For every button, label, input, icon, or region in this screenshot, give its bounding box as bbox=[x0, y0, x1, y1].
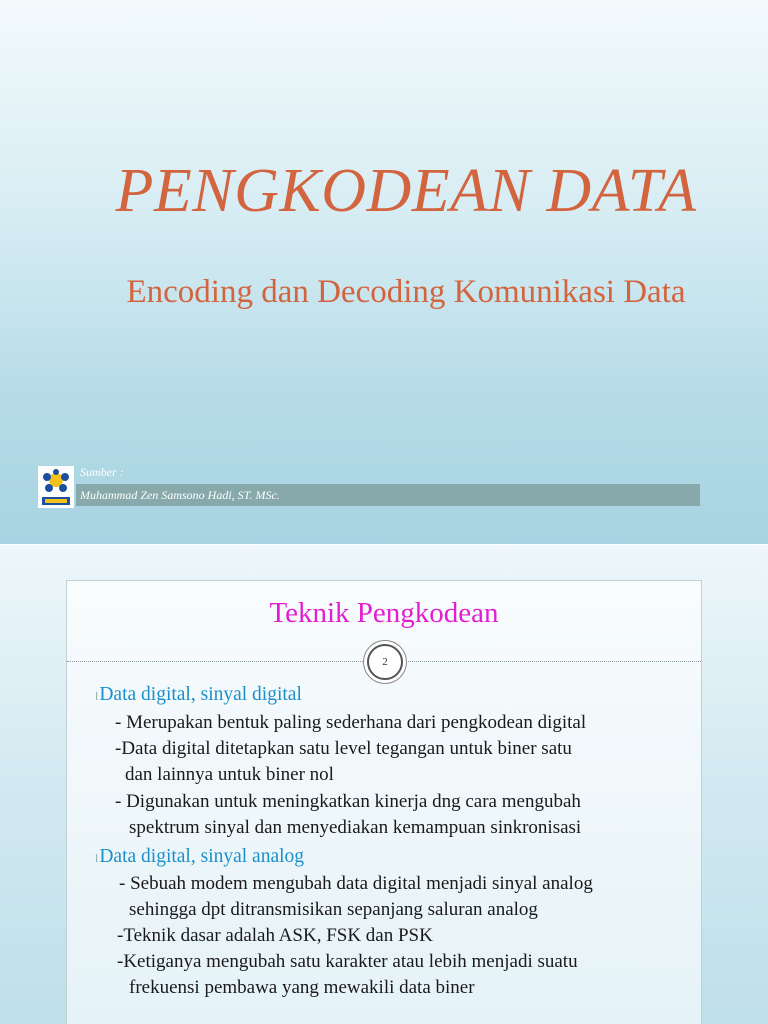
bullet-line: -Ketiganya mengubah satu karakter atau lebih menjadi suatu bbox=[117, 951, 578, 972]
bullet-line: dan lainnya untuk biner nol bbox=[125, 764, 334, 785]
bullet-line: frekuensi pembawa yang mewakili data biner bbox=[129, 977, 475, 998]
bullet-heading bbox=[95, 846, 304, 868]
author-bar bbox=[76, 484, 700, 506]
bullet-line: - Sebuah modem mengubah data digital menjadi sinyal analog bbox=[119, 873, 593, 894]
bullet-marker: l bbox=[95, 851, 99, 865]
pens-logo-icon bbox=[38, 466, 74, 508]
slide-subtitle: Encoding dan Decoding Komunikasi Data bbox=[126, 274, 686, 310]
bullet-marker: l bbox=[95, 689, 99, 703]
content-slide bbox=[0, 545, 768, 1024]
source-label: Sumber : bbox=[80, 465, 124, 479]
bullet-heading bbox=[95, 684, 302, 706]
author-name: Muhammad Zen Samsono Hadi, ST. MSc. bbox=[80, 488, 280, 502]
bullet-line: sehingga dpt ditransmisikan sepanjang saluran analog bbox=[129, 899, 538, 920]
page-number-badge: 2 bbox=[367, 644, 403, 680]
bullet-line: -Teknik dasar adalah ASK, FSK dan PSK bbox=[117, 925, 433, 946]
bullet-line: -Data digital ditetapkan satu level tegangan untuk biner satu bbox=[115, 738, 572, 759]
bullet-line: - Digunakan untuk meningkatkan kinerja dng cara mengubah bbox=[115, 791, 581, 812]
heading-text: Data digital, sinyal digital bbox=[99, 684, 302, 705]
slide-title: PENGKODEAN DATA bbox=[115, 157, 697, 225]
bullet-line: - Merupakan bentuk paling sederhana dari pengkodean digital bbox=[115, 712, 587, 733]
bullet-line: spektrum sinyal dan menyediakan kemampuan sinkronisasi bbox=[129, 817, 582, 838]
heading-text: Data digital, sinyal analog bbox=[99, 846, 305, 867]
content-box bbox=[66, 580, 702, 1024]
section-title: Teknik Pengkodean bbox=[269, 597, 499, 629]
